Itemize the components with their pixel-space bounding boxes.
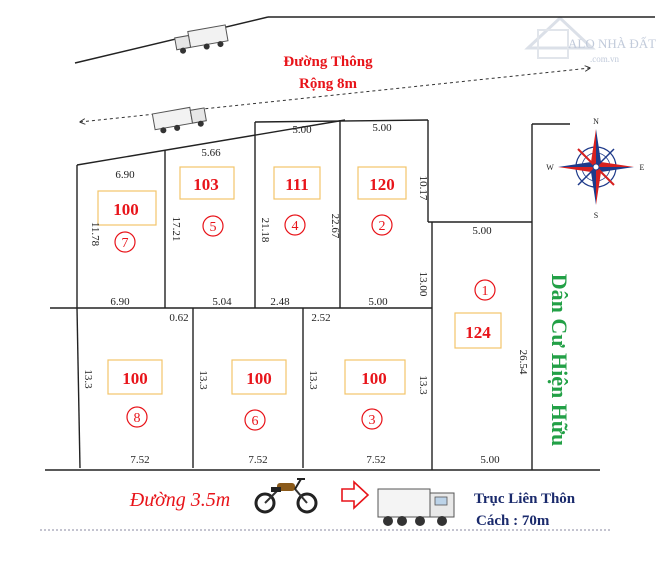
dim-lot1-bottom: 5.00: [480, 454, 500, 466]
road-top-line1: Đường Thông: [283, 54, 373, 70]
lot-5-area: 103: [193, 175, 219, 194]
dim-lot6-offset: 2.52: [311, 312, 331, 324]
road-top-line2: Rộng 8m: [299, 76, 357, 92]
residential-label: Dân Cư Hiện Hữu: [547, 273, 572, 447]
dim-lot4-top: 5.00: [292, 124, 312, 136]
dim-lot4-side: 21.18: [259, 217, 271, 243]
compass-w: W: [546, 163, 554, 172]
lot-6-number: 6: [251, 414, 259, 429]
truck-icon-mid: [152, 105, 207, 135]
dim-lot4-bottom: 2.48: [270, 296, 290, 308]
dim-lot6-bottom: 7.52: [248, 454, 268, 466]
area-boxes: [98, 167, 501, 394]
lot-1-area: 124: [465, 323, 491, 342]
dim-lot3-bottom: 7.52: [366, 454, 386, 466]
lot-3-area: 100: [361, 369, 387, 388]
lot-5-number: 5: [209, 220, 217, 235]
dim-lot1-top: 5.00: [472, 225, 492, 237]
compass-icon: [546, 117, 644, 220]
lot-4-number: 4: [291, 219, 299, 234]
dim-lot2-right: 10.17: [417, 175, 429, 201]
watermark-brand: ALO NHÀ ĐẤT: [568, 36, 657, 51]
dim-lot2-top: 5.00: [372, 122, 392, 134]
dim-lot6-left: 13.3: [197, 370, 209, 390]
dim-lot1-right: 26.54: [517, 349, 529, 375]
truck-icon-top: [174, 25, 229, 55]
connector-line1: Trục Liên Thôn: [474, 491, 576, 507]
road-bottom-label: Đường 3.5m: [129, 489, 231, 511]
dim-lot5-bottom: 5.04: [212, 296, 232, 308]
lot-3-number: 3: [368, 413, 376, 428]
dim-lot3-right: 13.3: [417, 375, 429, 395]
connector-line2: Cách : 70m: [476, 513, 550, 529]
compass-e: E: [639, 163, 645, 172]
lot-8-area: 100: [122, 369, 148, 388]
lot-8-number: 8: [133, 411, 141, 426]
direction-arrow-icon: [342, 482, 368, 508]
dim-lot8-bottom: 7.52: [130, 454, 150, 466]
dim-lot7-bottom: 6.90: [110, 296, 130, 308]
dim-lot3-left: 13.3: [307, 370, 319, 390]
dim-lot2-bottom: 5.00: [368, 296, 388, 308]
motorbike-icon: [256, 479, 316, 512]
watermark-logo: [528, 18, 656, 64]
lot-1-number: 1: [481, 284, 489, 299]
dim-lot8-offset: 0.62: [169, 312, 189, 324]
dim-lot7-side: 11.78: [89, 221, 101, 247]
dim-lot7-top: 6.90: [115, 169, 135, 181]
dim-lot5-top: 5.66: [201, 147, 221, 159]
compass-n: N: [593, 117, 599, 126]
compass-s: S: [593, 211, 599, 220]
lot-7-number: 7: [121, 236, 129, 251]
lot-6-area: 100: [246, 369, 272, 388]
watermark-domain: .com.vn: [590, 54, 619, 64]
dim-lot1-left: 13.00: [417, 271, 429, 297]
dim-lot5-side: 17.21: [170, 216, 182, 242]
lot-2-area: 120: [369, 175, 395, 194]
truck-icon-bottom: [378, 489, 454, 526]
lot-7-area: 100: [113, 200, 139, 219]
dim-lot8-left: 13.3: [82, 369, 94, 389]
dim-lot2-side: 22.67: [329, 213, 341, 239]
lot-4-area: 111: [285, 175, 309, 194]
lot-2-number: 2: [378, 219, 386, 234]
